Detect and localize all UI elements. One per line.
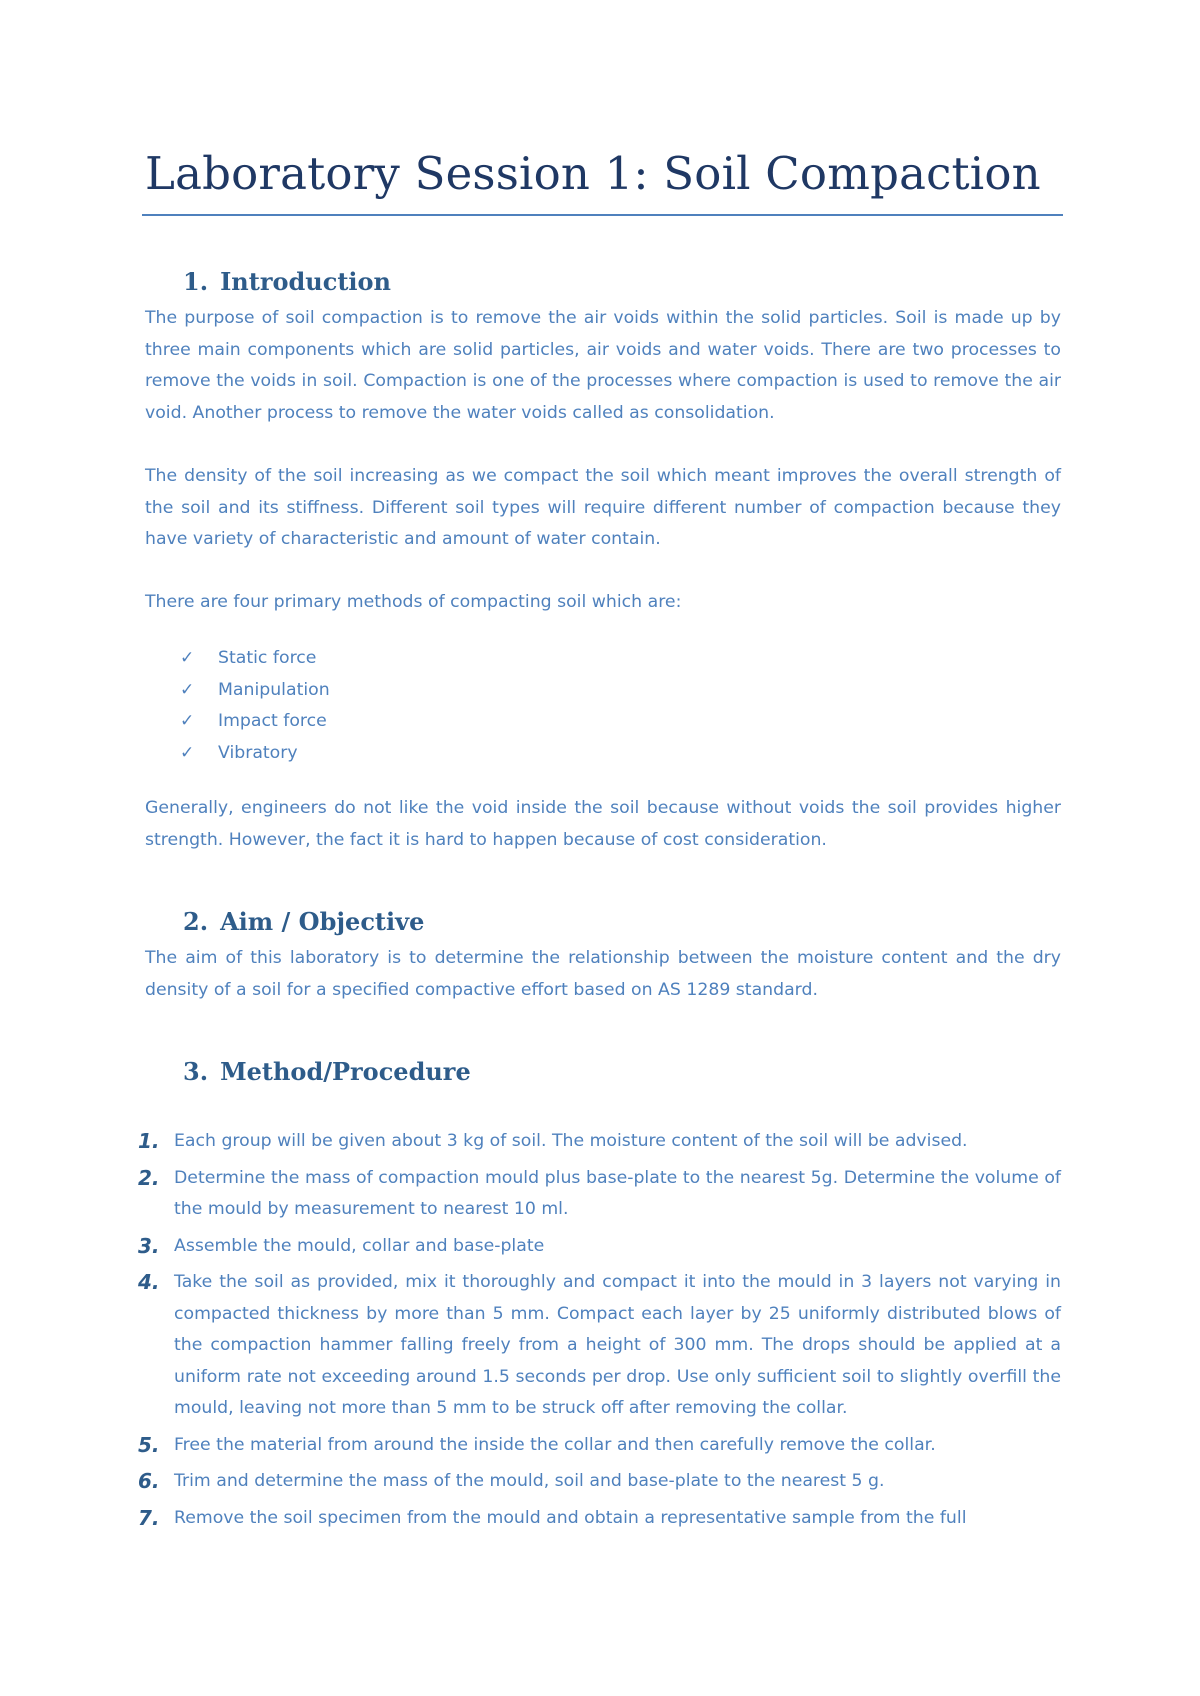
compaction-methods-list — [180, 643, 330, 769]
step-number: 1. — [138, 1129, 160, 1153]
step-number: 5. — [138, 1432, 160, 1457]
intro-paragraph-3 — [145, 587, 1061, 619]
list-item — [180, 738, 330, 770]
procedure-step — [138, 1503, 1061, 1535]
step-number: 3. — [138, 1233, 160, 1258]
step-number: 6. — [138, 1469, 160, 1493]
procedure-step — [138, 1466, 1061, 1498]
paragraph-text: The density of the soil increasing as we compact the soil which meant improves the overall strength of the soil and its stiffness. Different soil types will require different number of compaction because they have variety of characteristic and amount of water contain. — [145, 466, 1061, 549]
procedure-step — [138, 1163, 1061, 1226]
section-title: Method/Procedure — [220, 1057, 471, 1086]
section-number: 2. — [183, 907, 209, 936]
paragraph-text: The purpose of soil compaction is to remove the air voids within the solid particles. Soil is made up by three main components which are solid particles, air voids and water voids. There are two processes to remove the voids in soil. Compaction is one of the processes where compaction is used to remove the air void. Another process to remove the water voids called as consolidation. — [145, 308, 1061, 423]
procedure-step — [138, 1267, 1061, 1425]
step-number: 2. — [138, 1165, 160, 1190]
checkmark-icon: ✓ — [180, 648, 195, 668]
list-item — [180, 675, 330, 707]
section-number: 3. — [183, 1057, 209, 1086]
procedure-steps-list — [138, 1126, 1061, 1539]
aim-paragraph — [145, 943, 1061, 1006]
step-number: 4. — [138, 1270, 160, 1294]
intro-paragraph-1 — [145, 303, 1061, 429]
procedure-step — [138, 1430, 1061, 1462]
step-text: Take the soil as provided, mix it thoroughly and compact it into the mould in 3 layers not varying in compacted thickness by more than 5 mm. Compact each layer by 25 uniformly distributed blows of the compaction hammer falling freely from a height of 300 mm. The drops should be applied at a uniform rate not exceeding around 1.5 seconds per drop. Use only sufficient soil to slightly overfill the mould, leaving not more than 5 mm to be struck off after removing the collar. — [174, 1272, 1061, 1418]
section-heading-introduction — [183, 268, 783, 297]
paragraph-text: The aim of this laboratory is to determine the relationship between the moisture content and the dry density of a soil for a specified compactive effort based on AS 1289 standard. — [145, 948, 1061, 1000]
list-item-label: Manipulation — [218, 679, 330, 700]
title-underline — [142, 214, 1063, 216]
checkmark-icon: ✓ — [180, 742, 195, 763]
checkmark-icon: ✓ — [180, 679, 195, 700]
procedure-step — [138, 1231, 1061, 1263]
paragraph-text: Generally, engineers do not like the void inside the soil because without voids the soil provides higher strength. However, the fact it is hard to happen because of cost consideration. — [145, 798, 1061, 850]
list-item-label: Vibratory — [218, 742, 298, 763]
intro-closing-paragraph — [145, 793, 1061, 856]
list-item — [180, 643, 330, 675]
page-title: Laboratory Session 1: Soil Compaction — [145, 147, 1041, 200]
section-title: Introduction — [220, 267, 391, 296]
step-text: Each group will be given about 3 kg of soil. The moisture content of the soil will be advised. — [174, 1131, 968, 1151]
step-text: Assemble the mould, collar and base-plate — [174, 1235, 545, 1256]
step-text: Free the material from around the inside the collar and then carefully remove the collar. — [174, 1434, 936, 1455]
checkmark-icon: ✓ — [180, 711, 195, 731]
list-item — [180, 706, 330, 738]
paragraph-text: There are four primary methods of compacting soil which are: — [145, 592, 682, 612]
list-item-label: Static force — [218, 648, 317, 668]
section-title: Aim / Objective — [220, 907, 425, 936]
step-text: Remove the soil specimen from the mould and obtain a representative sample from the full — [174, 1507, 967, 1528]
section-heading-aim — [183, 908, 783, 937]
procedure-step — [138, 1126, 1061, 1158]
step-text: Determine the mass of compaction mould plus base-plate to the nearest 5g. Determine the volume of the mould by measurement to nearest 10 ml. — [174, 1167, 1061, 1219]
section-number: 1. — [183, 267, 209, 296]
step-text: Trim and determine the mass of the mould, soil and base-plate to the nearest 5 g. — [174, 1471, 885, 1491]
list-item-label: Impact force — [218, 711, 327, 731]
step-number: 7. — [138, 1505, 160, 1530]
section-heading-method — [183, 1058, 783, 1087]
intro-paragraph-2 — [145, 461, 1061, 556]
